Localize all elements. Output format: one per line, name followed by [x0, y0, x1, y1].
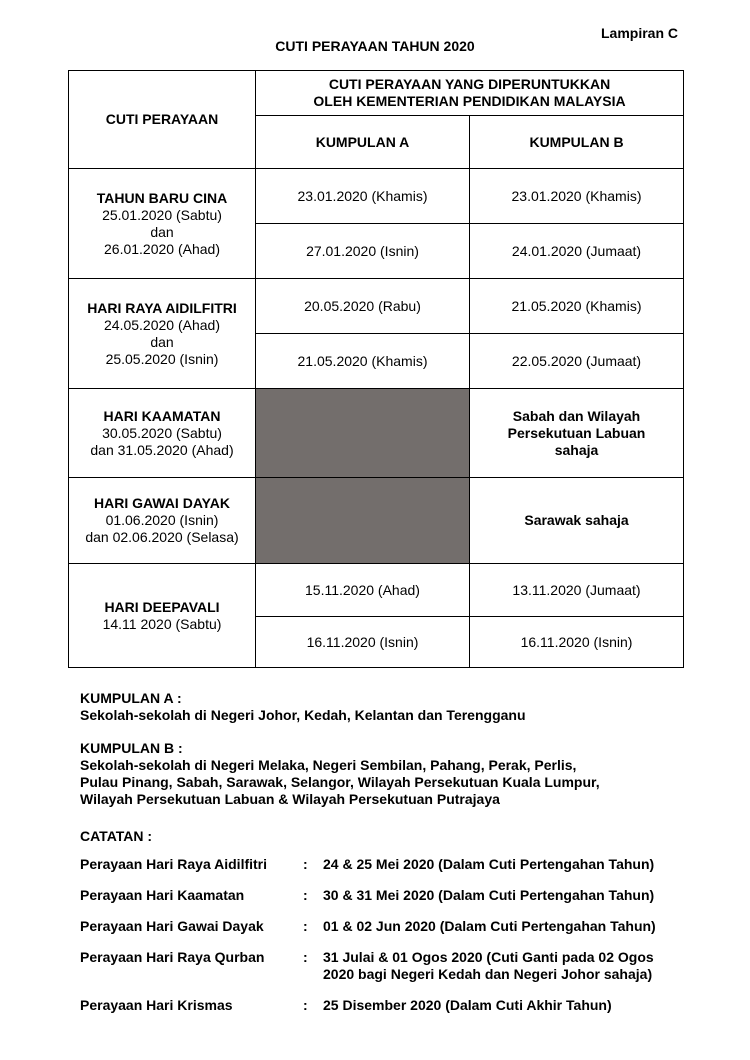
note-line: sahaja	[554, 441, 599, 458]
holiday-date: 30.05.2020 (Sabtu)	[102, 424, 222, 441]
kumpulan-b-section	[80, 740, 680, 808]
kumpulan-b-note: Sarawak sahaja	[470, 478, 684, 564]
holiday-date: 01.06.2020 (Isnin)	[105, 512, 219, 528]
catatan-row	[80, 949, 656, 983]
catatan-colon: :	[303, 887, 308, 903]
catatan-value	[323, 949, 656, 983]
annex-label: Lampiran C	[601, 25, 679, 41]
kumpulan-b-heading: KUMPULAN B :	[80, 740, 183, 756]
catatan-row	[80, 856, 656, 873]
kumpulan-b-date: 23.01.2020 (Khamis)	[470, 169, 684, 224]
catatan-value: 24 & 25 Mei 2020 (Dalam Cuti Pertengahan Tahun)	[323, 856, 655, 872]
kumpulan-a-date: 21.05.2020 (Khamis)	[256, 334, 470, 389]
holiday-name: HARI DEEPAVALI	[104, 598, 220, 615]
holiday-date: dan	[150, 223, 174, 240]
holiday-date: 25.05.2020 (Isnin)	[105, 350, 219, 367]
table-row	[69, 169, 684, 224]
kumpulan-b-date: 13.11.2020 (Jumaat)	[470, 564, 684, 617]
catatan-table	[80, 856, 656, 1014]
page-title: CUTI PERAYAAN TAHUN 2020	[275, 38, 475, 54]
holiday-date: 14.11 2020 (Sabtu)	[102, 615, 222, 632]
holiday-cell	[69, 389, 256, 478]
kumpulan-b-date: 22.05.2020 (Jumaat)	[470, 334, 684, 389]
table-row	[69, 478, 684, 564]
kumpulan-a-section	[80, 690, 680, 724]
header-cuti-perayaan: CUTI PERAYAAN	[69, 71, 256, 169]
kumpulan-a-date: 16.11.2020 (Isnin)	[256, 617, 470, 668]
holiday-date: 25.01.2020 (Sabtu)	[102, 206, 222, 223]
note-line: Persekutuan Labuan	[507, 424, 646, 441]
kumpulan-a-date: 23.01.2020 (Khamis)	[256, 169, 470, 224]
kumpulan-a-date: 20.05.2020 (Rabu)	[256, 279, 470, 334]
kumpulan-a-date: 15.11.2020 (Ahad)	[256, 564, 470, 617]
shaded-cell	[256, 478, 470, 564]
catatan-name: Perayaan Hari Krismas	[80, 997, 233, 1013]
table-row	[69, 389, 684, 478]
kumpulan-b-date: 24.01.2020 (Jumaat)	[470, 224, 684, 279]
holiday-name: HARI KAAMATAN	[103, 407, 221, 424]
holiday-date: 24.05.2020 (Ahad)	[104, 316, 220, 333]
catatan-colon: :	[303, 918, 308, 934]
kumpulan-b-date: 16.11.2020 (Isnin)	[470, 617, 684, 668]
table-row	[69, 279, 684, 334]
shaded-cell	[256, 389, 470, 478]
catatan-value-line: 2020 bagi Negeri Kedah dan Negeri Johor sahaja)	[323, 966, 653, 982]
catatan-colon: :	[303, 949, 308, 965]
catatan-name: Perayaan Hari Raya Aidilfitri	[80, 856, 268, 872]
holiday-cell	[69, 279, 256, 389]
holiday-date: dan	[150, 333, 174, 350]
catatan-name: Perayaan Hari Gawai Dayak	[80, 918, 264, 934]
header-group	[256, 71, 684, 116]
holiday-name: TAHUN BARU CINA	[96, 189, 228, 206]
header-group-line1: CUTI PERAYAAN YANG DIPERUNTUKKAN	[328, 76, 611, 92]
header-group-line2: OLEH KEMENTERIAN PENDIDIKAN MALAYSIA	[313, 93, 626, 109]
holiday-cell	[69, 564, 256, 668]
catatan-name: Perayaan Hari Raya Qurban	[80, 949, 265, 965]
holiday-table	[68, 70, 684, 668]
catatan-value-line: 31 Julai & 01 Ogos 2020 (Cuti Ganti pada 02 Ogos	[323, 949, 654, 965]
catatan-colon: :	[303, 997, 308, 1013]
holiday-cell	[69, 169, 256, 279]
catatan-value: 01 & 02 Jun 2020 (Dalam Cuti Pertengahan Tahun)	[323, 918, 656, 934]
catatan-heading: CATATAN :	[80, 828, 153, 844]
holiday-cell	[69, 478, 256, 564]
kumpulan-b-note	[470, 389, 684, 478]
catatan-value: 30 & 31 Mei 2020 (Dalam Cuti Pertengahan Tahun)	[323, 887, 655, 903]
table-row	[69, 564, 684, 617]
kumpulan-b-line1: Sekolah-sekolah di Negeri Melaka, Negeri Sembilan, Pahang, Perak, Perlis,	[80, 757, 577, 773]
catatan-row	[80, 887, 656, 904]
kumpulan-b-line3: Wilayah Persekutuan Labuan & Wilayah Persekutuan Putrajaya	[80, 791, 500, 807]
holiday-date: 26.01.2020 (Ahad)	[104, 240, 220, 257]
catatan-value: 25 Disember 2020 (Dalam Cuti Akhir Tahun)	[323, 997, 612, 1013]
holiday-name: HARI GAWAI DAYAK	[94, 495, 230, 511]
catatan-name: Perayaan Hari Kaamatan	[80, 887, 245, 903]
holiday-date: dan 02.06.2020 (Selasa)	[85, 529, 239, 545]
kumpulan-b-date: 21.05.2020 (Khamis)	[470, 279, 684, 334]
holiday-name: HARI RAYA AIDILFITRI	[87, 299, 237, 316]
header-kumpulan-a: KUMPULAN A	[256, 116, 470, 169]
kumpulan-a-heading: KUMPULAN A :	[80, 690, 182, 706]
catatan-row	[80, 997, 656, 1014]
kumpulan-b-line2: Pulau Pinang, Sabah, Sarawak, Selangor, Wilayah Persekutuan Kuala Lumpur,	[80, 774, 600, 790]
note-line: Sabah dan Wilayah	[512, 407, 641, 424]
kumpulan-a-date: 27.01.2020 (Isnin)	[256, 224, 470, 279]
catatan-row	[80, 918, 656, 935]
header-kumpulan-b: KUMPULAN B	[470, 116, 684, 169]
holiday-date: dan 31.05.2020 (Ahad)	[90, 441, 234, 458]
catatan-colon: :	[303, 856, 308, 872]
kumpulan-a-text: Sekolah-sekolah di Negeri Johor, Kedah, Kelantan dan Terengganu	[80, 707, 526, 723]
